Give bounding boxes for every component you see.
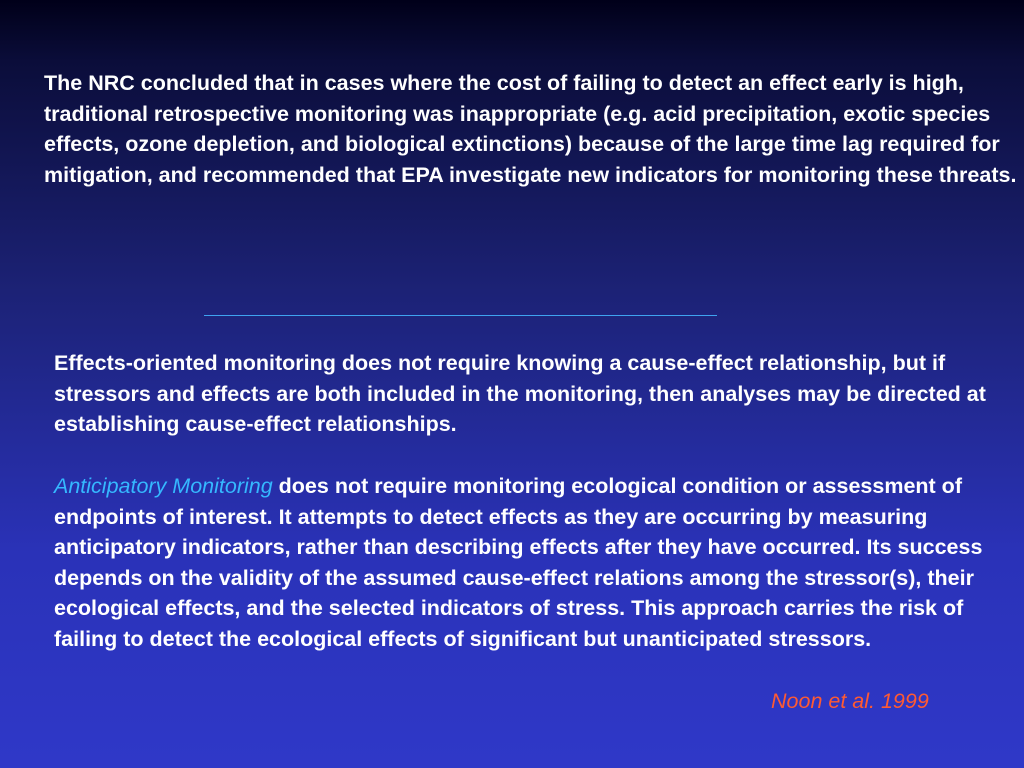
anticipatory-monitoring-text: does not require monitoring ecological condition or assessment of endpoints of interest. It attempts to detect effects as they are occurring by measuring anticipatory indicators, rather than describing effects after they have occurred. Its success depends on the validity of the assumed cause-effect relations among the stressor(s), their ecological effects, and the selected indicators of stress. This approach carries the risk of failing to detect the ecological effects of significant but unanticipated stressors.: [54, 474, 983, 651]
section-divider: [204, 315, 717, 316]
nrc-conclusion-paragraph: The NRC concluded that in cases where the cost of failing to detect an effect early is high, traditional retrospective monitoring was inappropriate (e.g. acid precipitation, exotic species effects, ozone depletion, and biological extinctions) because of the large time lag required for mitigation, and recommended that EPA investigate new indicators for monitoring these threats.: [44, 71, 1017, 187]
effects-oriented-monitoring-paragraph: Effects-oriented monitoring does not require knowing a cause-effect relationship, but if stressors and effects are both included in the monitoring, then analyses may be directed at establishing cause-effect relationships.: [54, 351, 986, 436]
anticipatory-monitoring-term: Anticipatory Monitoring: [54, 474, 273, 498]
citation: Noon et al. 1999: [771, 689, 929, 713]
anticipatory-monitoring-paragraph: [54, 471, 1020, 654]
